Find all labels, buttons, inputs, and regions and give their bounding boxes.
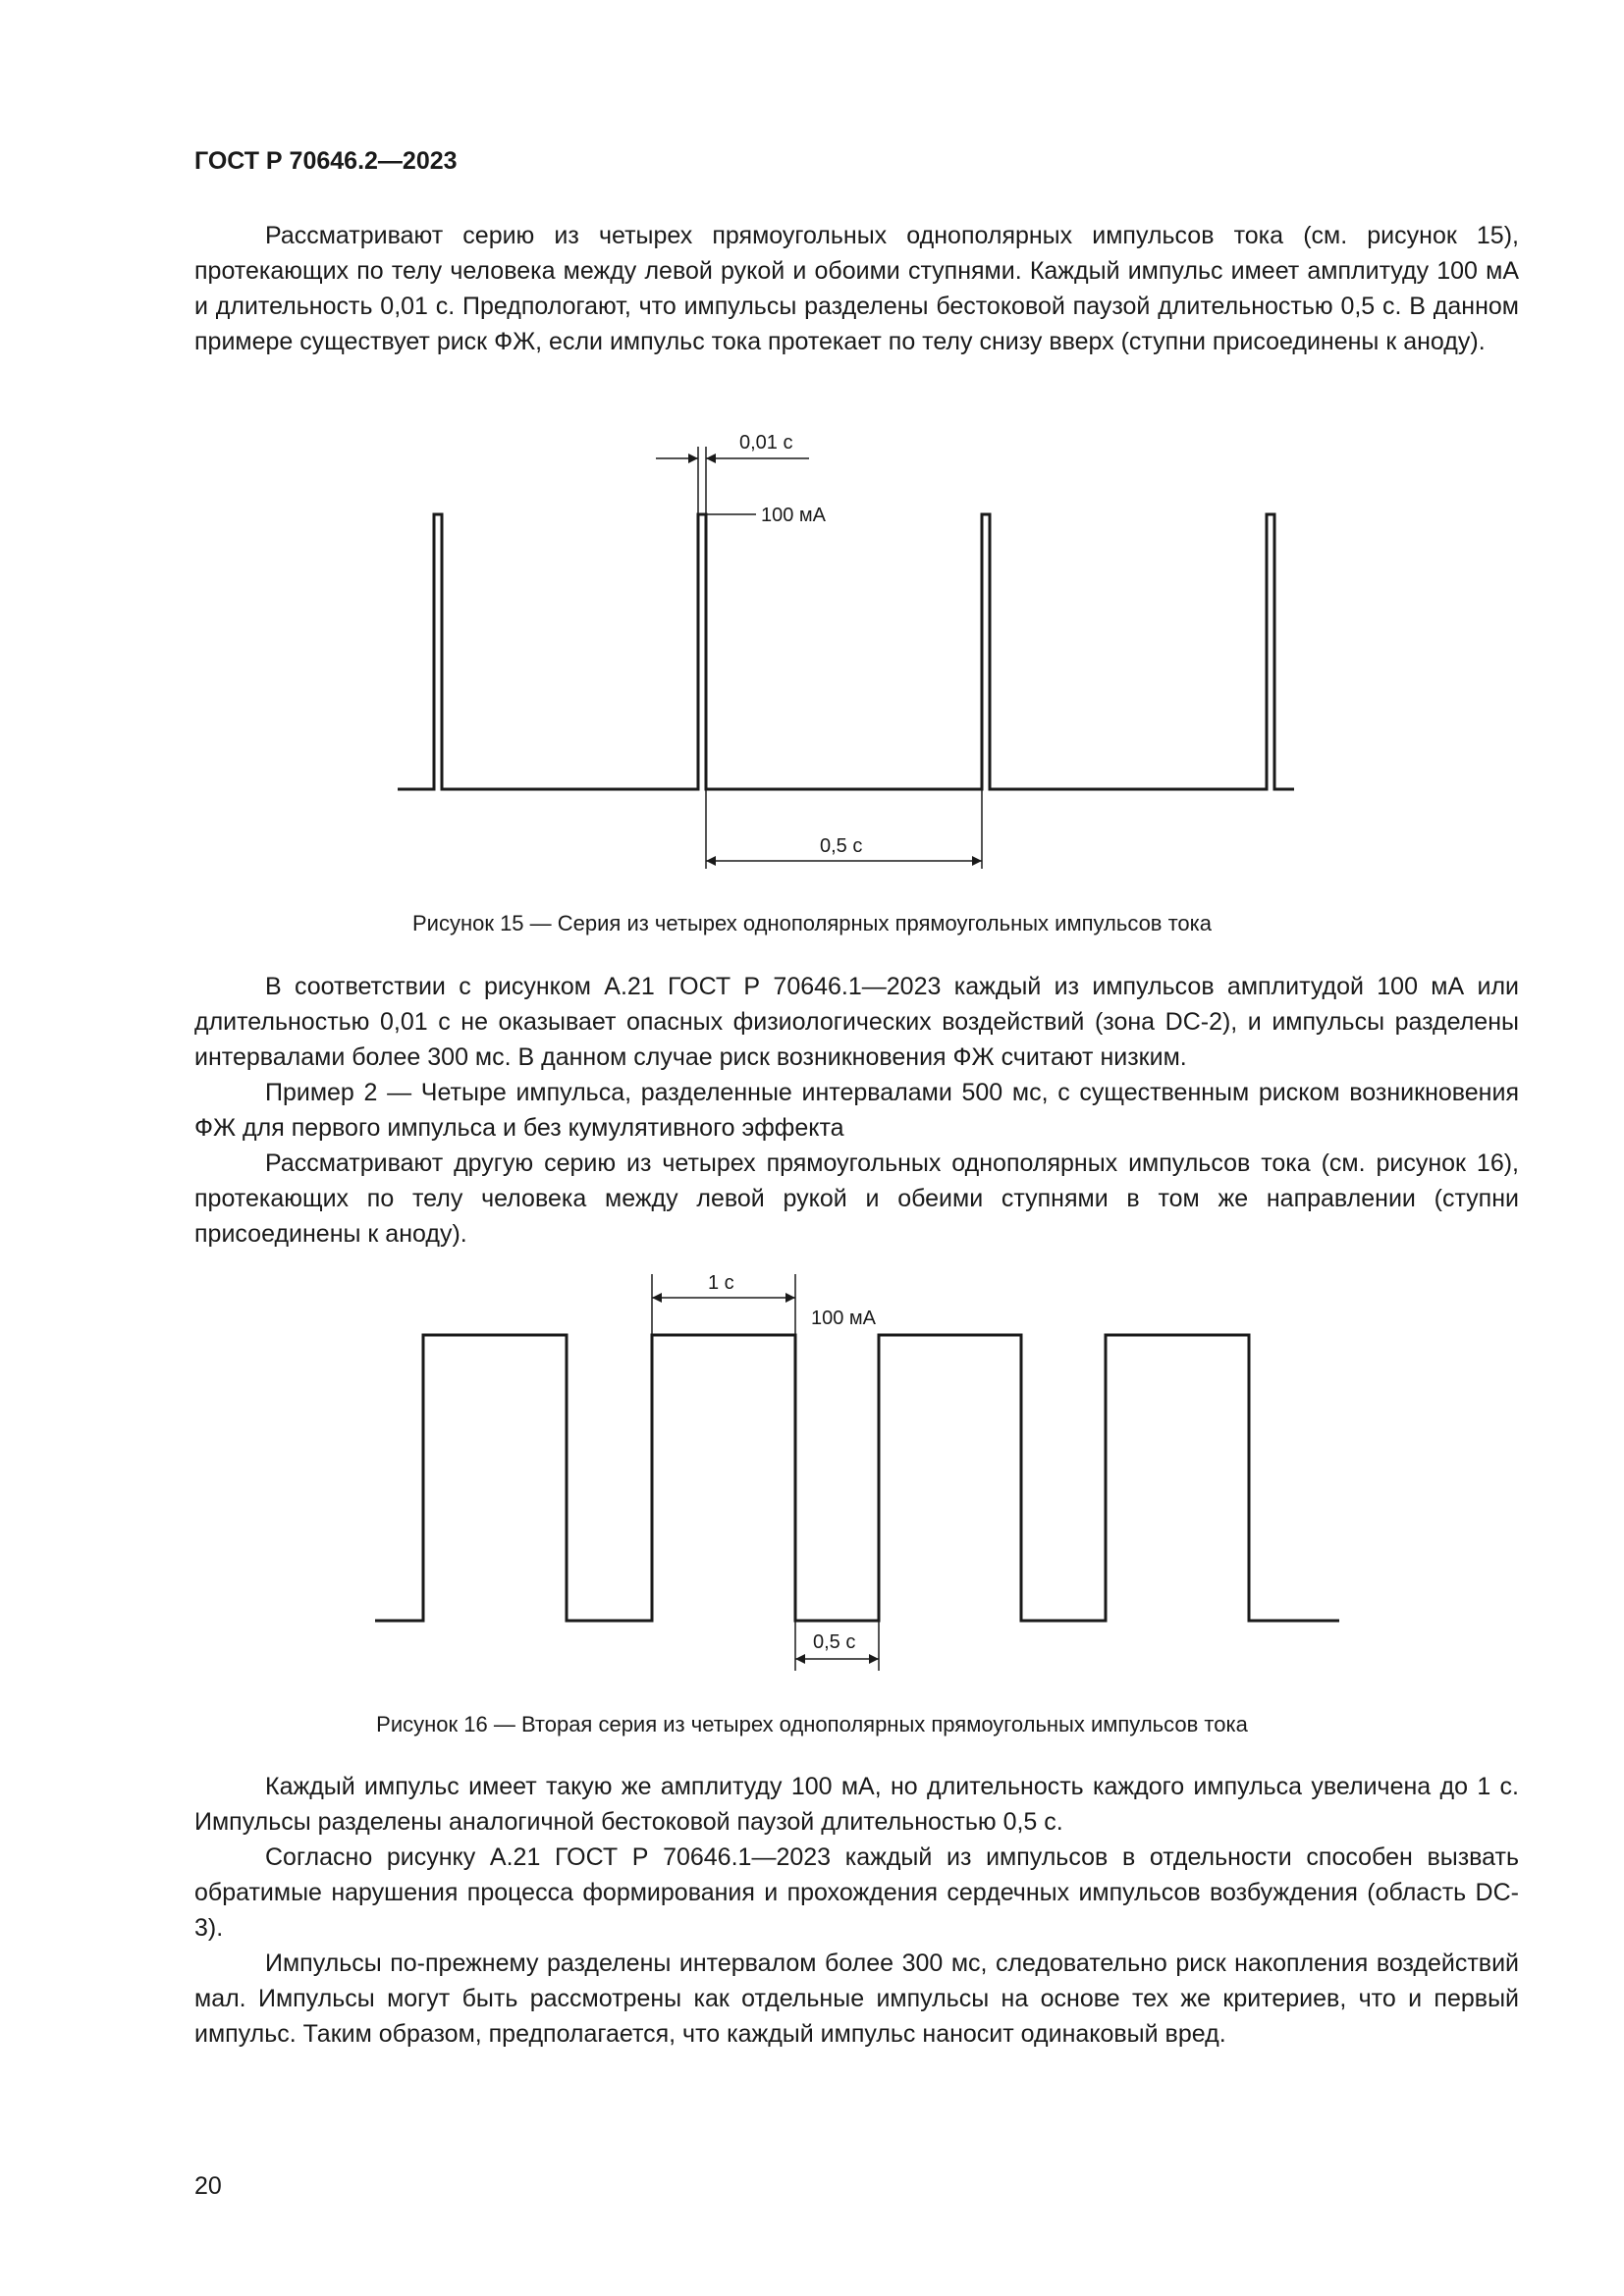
paragraph-2: В соответствии с рисунком А.21 ГОСТ Р 70646.1—2023 каждый из импульсов амплитудой 100 мА или длительностью 0,01 с не оказывает опасных физиологических воздействий (зона DC-2), и импульсы разделены интервалами более 300 мс. В данном случае риск возникновения ФЖ считают низким. [194,973,1519,1071]
fig16-pause-label: 0,5 с [813,1631,856,1653]
document-header: ГОСТ Р 70646.2—2023 [194,147,458,175]
paragraph-6: Согласно рисунку А.21 ГОСТ Р 70646.1—2023 каждый из импульсов в отдельности способен вызвать обратимые нарушения процесса формирования и прохождения сердечных импульсов возбуждения (область DC-3). [194,1843,1519,1942]
figure-15-caption: Рисунок 15 — Серия из четырех однополярных прямоугольных импульсов тока [411,911,1213,935]
fig15-amplitude-label: 100 мА [761,505,827,526]
fig15-width-label: 0,01 с [739,432,793,454]
figure-15-diagram [0,393,1624,883]
fig16-width-label: 1 с [708,1272,734,1294]
paragraph-1: Рассматривают серию из четырех прямоугольных однополярных импульсов тока (см. рисунок 15), протекающих по телу человека между левой рукой и обоими ступнями. Каждый импульс имеет амплитуду 100 мА и длительность 0,01 с. Предпологают, что импульсы разделены бестоковой паузой длительностью 0,5 с. В данном примере существует риск ФЖ, если импульс тока протекает по телу снизу вверх (ступни присоединены к аноду). [194,222,1519,355]
fig15-waveform [398,514,1294,789]
fig15-pause-label: 0,5 с [820,835,863,857]
page-number: 20 [194,2172,222,2200]
figure-16-caption: Рисунок 16 — Вторая серия из четырех однополярных прямоугольных импульсов тока [376,1712,1248,1736]
example-2-heading: Пример 2 — Четыре импульса, разделенные интервалами 500 мс, с существенным риском возникновения ФЖ для первого импульса и без кумулятивного эффекта [194,1079,1519,1142]
figure-16-diagram [0,1247,1624,1679]
paragraph-4: Рассматривают другую серию из четырех прямоугольных однополярных импульсов тока (см. рисунок 16), протекающих по телу человека между левой рукой и обеими ступнями в том же направлении (ступни присоединены к аноду). [194,1149,1519,1248]
fig16-amplitude-label: 100 мА [811,1308,877,1329]
paragraph-7: Импульсы по-прежнему разделены интервалом более 300 мс, следовательно риск накопления воздействий мал. Импульсы могут быть рассмотрены как отдельные импульсы на основе тех же критериев, что и первый импульс. Таким образом, предполагается, что каждый импульс наносит одинаковый вред. [194,1949,1519,2048]
paragraph-5: Каждый импульс имеет такую же амплитуду 100 мА, но длительность каждого импульса увеличена до 1 с. Импульсы разделены аналогичной бестоковой паузой длительностью 0,5 с. [194,1773,1519,1836]
fig16-waveform [375,1335,1339,1621]
